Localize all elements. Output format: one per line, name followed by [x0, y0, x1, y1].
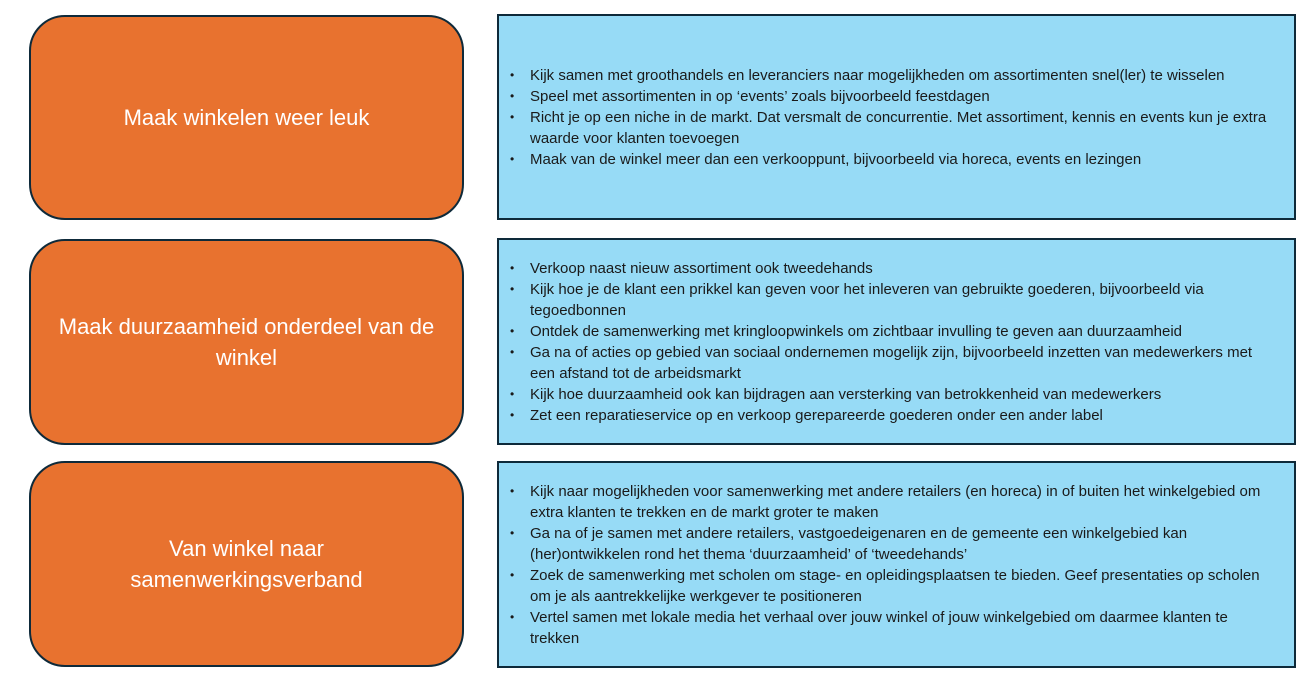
action-list	[507, 65, 1274, 170]
action-item: • Kijk hoe duurzaamheid ook kan bijdragen aan versterking van betrokkenheid van medewerkers	[510, 385, 1162, 403]
bullet-icon: •	[510, 109, 515, 124]
action-item: • Ontdek de samenwerking met kringloopwinkels om zichtbaar invulling te geven aan duurzaamheid	[510, 322, 1183, 340]
theme-label: Van winkel naar samenwerkingsverband	[130, 536, 363, 592]
theme-box-collaboration	[29, 461, 464, 667]
actions-box-sustainability	[497, 238, 1296, 445]
action-item: • Verkoop naast nieuw assortiment ook tweedehands	[510, 259, 873, 277]
action-item: • Zet een reparatieservice op en verkoop gerepareerde goederen onder een ander label	[510, 406, 1103, 424]
bullet-icon: •	[510, 609, 515, 624]
bullet-icon: •	[510, 323, 515, 338]
bullet-icon: •	[510, 344, 515, 359]
action-list	[507, 481, 1274, 649]
bullet-icon: •	[510, 88, 515, 103]
action-item: • Ga na of je samen met andere retailers, vastgoedeigenaren en de gemeente een winkelgebied kan (her)ontwikkelen rond het thema ‘duurzaamheid’ of ‘tweedehands’	[510, 524, 1188, 563]
theme-label: Maak winkelen weer leuk	[123, 105, 370, 130]
bullet-icon: •	[510, 483, 515, 498]
action-item: • Richt je op een niche in de markt. Dat versmalt de concurrentie. Met assortiment, kennis en events kun je extra waarde voor klanten toevoegen	[510, 108, 1267, 147]
action-item: • Ga na of acties op gebied van sociaal ondernemen mogelijk zijn, bijvoorbeeld inzetten van medewerkers met een afstand tot de arbeidsmarkt	[510, 343, 1253, 382]
actions-box-fun-shopping	[497, 14, 1296, 220]
action-item: • Zoek de samenwerking met scholen om stage- en opleidingsplaatsen te bieden. Geef presentaties op scholen om je als aantrekkelijke werkgever te positioneren	[510, 566, 1260, 605]
action-item: • Kijk samen met groothandels en leveranciers naar mogelijkheden om assortimenten snel(ler) te wisselen	[510, 66, 1225, 84]
action-list	[507, 258, 1274, 426]
action-item: • Kijk hoe je de klant een prikkel kan geven voor het inleveren van gebruikte goederen, bijvoorbeeld via tegoedbonnen	[510, 280, 1204, 319]
bullet-icon: •	[510, 281, 515, 296]
bullet-icon: •	[510, 386, 515, 401]
theme-box-sustainability	[29, 239, 464, 445]
theme-label: Maak duurzaamheid onderdeel van de winkel	[58, 314, 435, 370]
bullet-icon: •	[510, 525, 515, 540]
action-item: • Speel met assortimenten in op ‘events’ zoals bijvoorbeeld feestdagen	[510, 87, 990, 105]
action-item: • Maak van de winkel meer dan een verkooppunt, bijvoorbeeld via horeca, events en lezingen	[510, 150, 1142, 168]
bullet-icon: •	[510, 151, 515, 166]
bullet-icon: •	[510, 567, 515, 582]
action-item: • Vertel samen met lokale media het verhaal over jouw winkel of jouw winkelgebied om daarmee klanten te trekken	[510, 608, 1228, 647]
actions-box-collaboration	[497, 461, 1296, 668]
bullet-icon: •	[510, 260, 515, 275]
action-item: • Kijk naar mogelijkheden voor samenwerking met andere retailers (en horeca) in of buiten het winkelgebied om extra klanten te trekken en de markt groter te maken	[510, 482, 1261, 521]
bullet-icon: •	[510, 407, 515, 422]
theme-box-fun-shopping	[29, 15, 464, 220]
bullet-icon: •	[510, 67, 515, 82]
